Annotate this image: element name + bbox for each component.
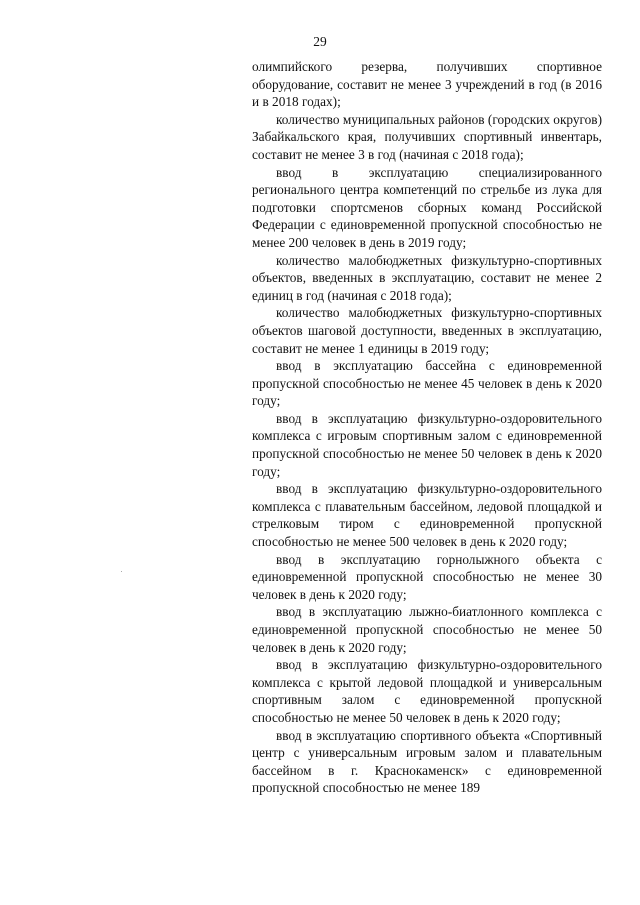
paragraph: ввод в эксплуатацию бассейна с единовременной пропускной способностью не менее 45 человек в день к 2020 году; (252, 358, 602, 409)
paragraph-continuation: олимпийского резерва, получивших спортивное оборудование, составит не менее 3 учреждений в год (в 2016 и в 2018 годах); (252, 59, 602, 110)
paragraph: количество малобюджетных физкультурно-спортивных объектов, введенных в эксплуатацию, составит не менее 2 единиц в год (начиная с 2018 года); (252, 252, 602, 303)
document-body (252, 58, 602, 797)
paragraph: количество муниципальных районов (городских округов) Забайкальского края, получивших спортивный инвентарь, составит не менее 3 в год (начиная с 2018 года); (252, 111, 602, 162)
paragraph: ввод в эксплуатацию горнолыжного объекта с единовременной пропускной способностью не менее 30 человек в день к 2020 году; (252, 551, 602, 602)
paragraph: ввод в эксплуатацию специализированного регионального центра компетенций по стрельбе из лука для подготовки спортсменов сборных команд Российской Федерации с единовременной пропускной способностью не менее 200 человек в день в 2019 году; (252, 164, 602, 250)
paragraph: ввод в эксплуатацию физкультурно-оздоровительного комплекса с плавательным бассейном, ледовой площадкой и стрелковым тиром с единовременной пропускной способностью не менее 500 человек в день к 2020 году; (252, 481, 602, 550)
page-number: 29 (313, 34, 327, 49)
paragraph: ввод в эксплуатацию физкультурно-оздоровительного комплекса с крытой ледовой площадкой и универсальным спортивным залом с единовременной пропускной способностью не менее 50 человек в день к 2020 году; (252, 657, 602, 725)
paragraph: ввод в эксплуатацию физкультурно-оздоровительного комплекса с игровым спортивным залом с единовременной пропускной способностью не менее 50 человек в день к 2020 году; (252, 410, 602, 479)
paragraph: количество малобюджетных физкультурно-спортивных объектов шаговой доступности, введенных в эксплуатацию, составит не менее 1 единицы в 2019 году; (252, 305, 602, 356)
scan-speck (121, 571, 122, 572)
paragraph: ввод в эксплуатацию лыжно-биатлонного комплекса с единовременной пропускной способностью не менее 50 человек в день к 2020 году; (252, 604, 602, 655)
paragraph: ввод в эксплуатацию спортивного объекта «Спортивный центр с универсальным игровым залом и плавательным бассейном в г. Краснокаменск» с единовременной пропускной способностью не менее 189 (252, 727, 602, 796)
